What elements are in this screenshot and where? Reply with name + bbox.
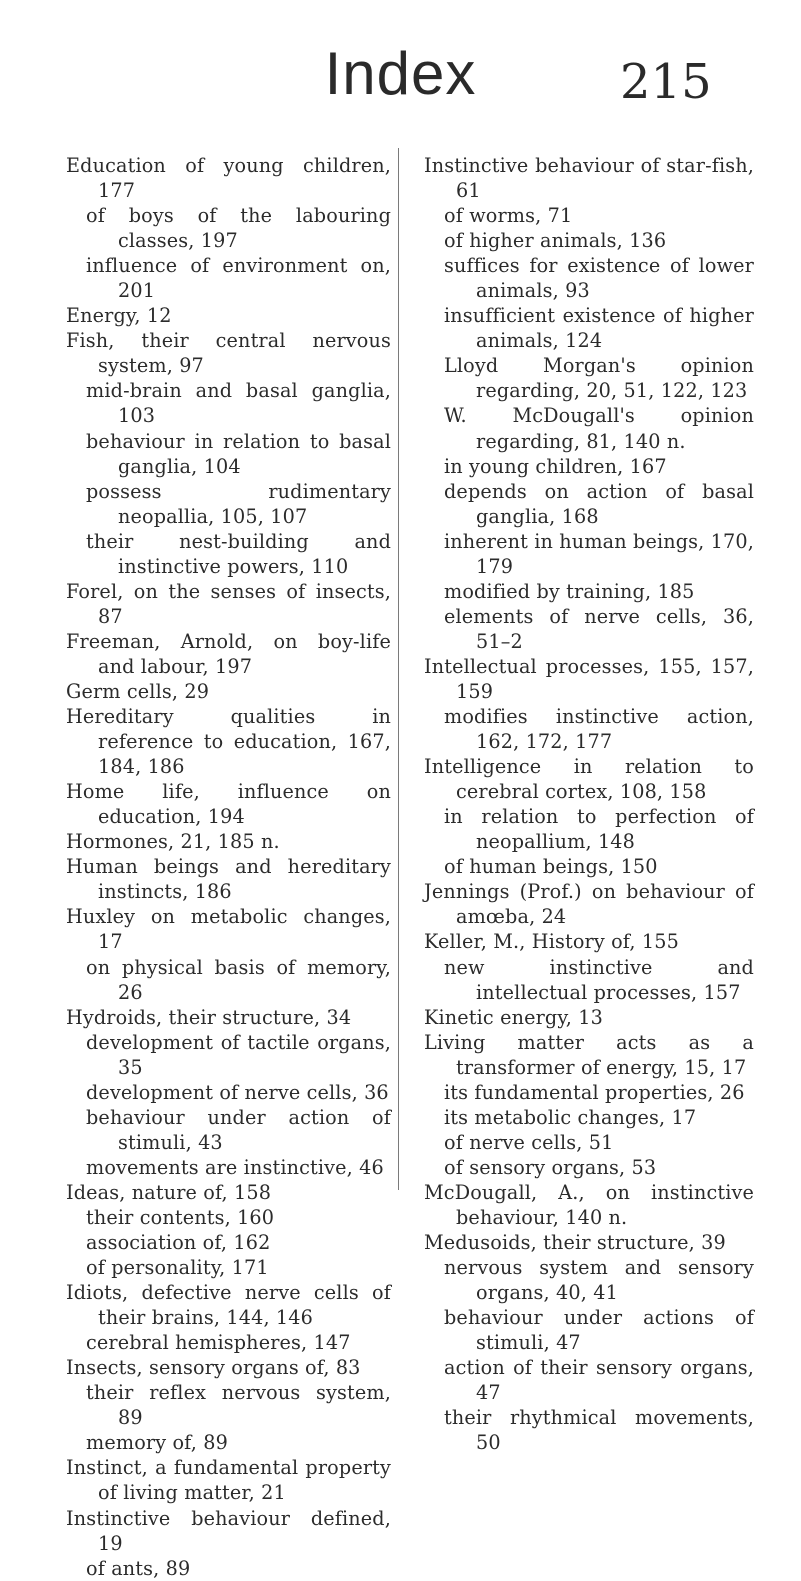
index-subentry: their contents, 160 bbox=[86, 1205, 275, 1229]
index-subentry: suffices for existence of lower animals, 93 bbox=[444, 254, 754, 303]
index-entry: Living matter acts as a transformer of energy, 15, 17 bbox=[424, 1030, 754, 1079]
index-entry: Insects, sensory organs of, 83 bbox=[66, 1356, 361, 1380]
index-entry: Instinct, a fundamental property of living matter, 21 bbox=[66, 1456, 391, 1505]
index-subentry: movements are instinctive, 46 bbox=[86, 1155, 384, 1179]
index-subentry: elements of nerve cells, 36, 51–2 bbox=[444, 604, 754, 653]
index-subentry: nervous system and sensory organs, 40, 41 bbox=[444, 1256, 754, 1305]
index-entry: Medusoids, their structure, 39 bbox=[424, 1231, 726, 1255]
index-subentry: inherent in human beings, 170, 179 bbox=[444, 529, 754, 578]
index-subentry: memory of, 89 bbox=[86, 1431, 228, 1455]
index-entry: Intelligence in relation to cerebral cortex, 108, 158 bbox=[424, 755, 754, 804]
index-entry: Idiots, defective nerve cells of their brains, 144, 146 bbox=[66, 1281, 391, 1330]
index-subentry: of personality, 171 bbox=[86, 1256, 269, 1280]
index-entry: Hormones, 21, 185 n. bbox=[66, 830, 280, 854]
index-entry: Fish, their central nervous system, 97 bbox=[66, 329, 391, 378]
index-subentry: action of their sensory organs, 47 bbox=[444, 1356, 754, 1405]
index-entry: Hereditary qualities in reference to education, 167, 184, 186 bbox=[66, 705, 391, 779]
column-divider bbox=[398, 148, 399, 1190]
index-subentry: influence of environment on, 201 bbox=[86, 254, 391, 303]
index-subentry: of higher animals, 136 bbox=[444, 229, 667, 253]
index-subentry: modifies instinctive action, 162, 172, 177 bbox=[444, 705, 754, 754]
index-entry: Jennings (Prof.) on behaviour of amœba, 24 bbox=[424, 880, 754, 929]
index-subentry: on physical basis of memory, 26 bbox=[86, 955, 391, 1004]
index-entry: Ideas, nature of, 158 bbox=[66, 1180, 272, 1204]
index-entry: Intellectual processes, 155, 157, 159 bbox=[424, 654, 754, 703]
index-subentry: insufficient existence of higher animals, 124 bbox=[444, 304, 754, 353]
index-subentry: new instinctive and intellectual processes, 157 bbox=[444, 955, 754, 1004]
index-subentry: of worms, 71 bbox=[444, 204, 573, 228]
index-subentry: in young children, 167 bbox=[444, 454, 667, 478]
index-subentry: their nest-building and instinctive powers, 110 bbox=[86, 529, 391, 578]
index-subentry: behaviour under actions of stimuli, 47 bbox=[444, 1306, 754, 1355]
index-subentry: of ants, 89 bbox=[86, 1556, 191, 1580]
index-subentry: its fundamental properties, 26 bbox=[444, 1080, 745, 1104]
index-entry: Energy, 12 bbox=[66, 304, 172, 328]
index-subentry: mid-brain and basal ganglia, 103 bbox=[86, 379, 391, 428]
index-entry: Hydroids, their structure, 34 bbox=[66, 1005, 352, 1029]
index-subentry: of nerve cells, 51 bbox=[444, 1130, 614, 1154]
index-subentry: of boys of the labouring classes, 197 bbox=[86, 204, 391, 253]
index-subentry: possess rudimentary neopallia, 105, 107 bbox=[86, 479, 391, 528]
index-subentry: their rhythmical movements, 50 bbox=[444, 1406, 754, 1455]
index-entry: Human beings and hereditary instincts, 186 bbox=[66, 855, 391, 904]
index-subentry: of human beings, 150 bbox=[444, 855, 658, 879]
index-subentry: development of tactile organs, 35 bbox=[86, 1030, 391, 1079]
index-entry: McDougall, A., on instinctive behaviour, 140 n. bbox=[424, 1180, 754, 1229]
index-entry: Freeman, Arnold, on boy-life and labour, 197 bbox=[66, 629, 391, 678]
index-entry: Education of young children, 177 bbox=[66, 154, 391, 203]
index-entry: Forel, on the senses of insects, 87 bbox=[66, 579, 391, 628]
index-subentry: association of, 162 bbox=[86, 1231, 271, 1255]
page-title: Index bbox=[324, 40, 477, 107]
index-subentry: depends on action of basal ganglia, 168 bbox=[444, 479, 754, 528]
index-subentry: in relation to perfection of neopallium, 148 bbox=[444, 805, 754, 854]
index-entry: Huxley on metabolic changes, 17 bbox=[66, 905, 391, 954]
page-number: 215 bbox=[620, 54, 712, 110]
index-column-left bbox=[66, 153, 391, 1581]
index-subentry: behaviour in relation to basal ganglia, 104 bbox=[86, 429, 391, 478]
index-entry: Kinetic energy, 13 bbox=[424, 1005, 604, 1029]
index-subentry: Lloyd Morgan's opinion regarding, 20, 51, 122, 123 bbox=[444, 354, 754, 403]
index-entry: Instinctive behaviour of star-fish, 61 bbox=[424, 154, 754, 203]
index-entry: Instinctive behaviour defined, 19 bbox=[66, 1506, 391, 1555]
index-entry: Home life, influence on education, 194 bbox=[66, 780, 391, 829]
index-entry: Germ cells, 29 bbox=[66, 679, 210, 703]
index-subentry: W. McDougall's opinion regarding, 81, 140 n. bbox=[444, 404, 754, 453]
index-subentry: of sensory organs, 53 bbox=[444, 1155, 657, 1179]
index-subentry: their reflex nervous system, 89 bbox=[86, 1381, 391, 1430]
index-subentry: cerebral hemispheres, 147 bbox=[86, 1331, 351, 1355]
index-subentry: behaviour under action of stimuli, 43 bbox=[86, 1105, 391, 1154]
index-subentry: development of nerve cells, 36 bbox=[86, 1080, 389, 1104]
index-subentry: its metabolic changes, 17 bbox=[444, 1105, 697, 1129]
index-subentry: modified by training, 185 bbox=[444, 579, 695, 603]
index-entry: Keller, M., History of, 155 bbox=[424, 930, 679, 954]
index-column-right bbox=[424, 153, 754, 1455]
